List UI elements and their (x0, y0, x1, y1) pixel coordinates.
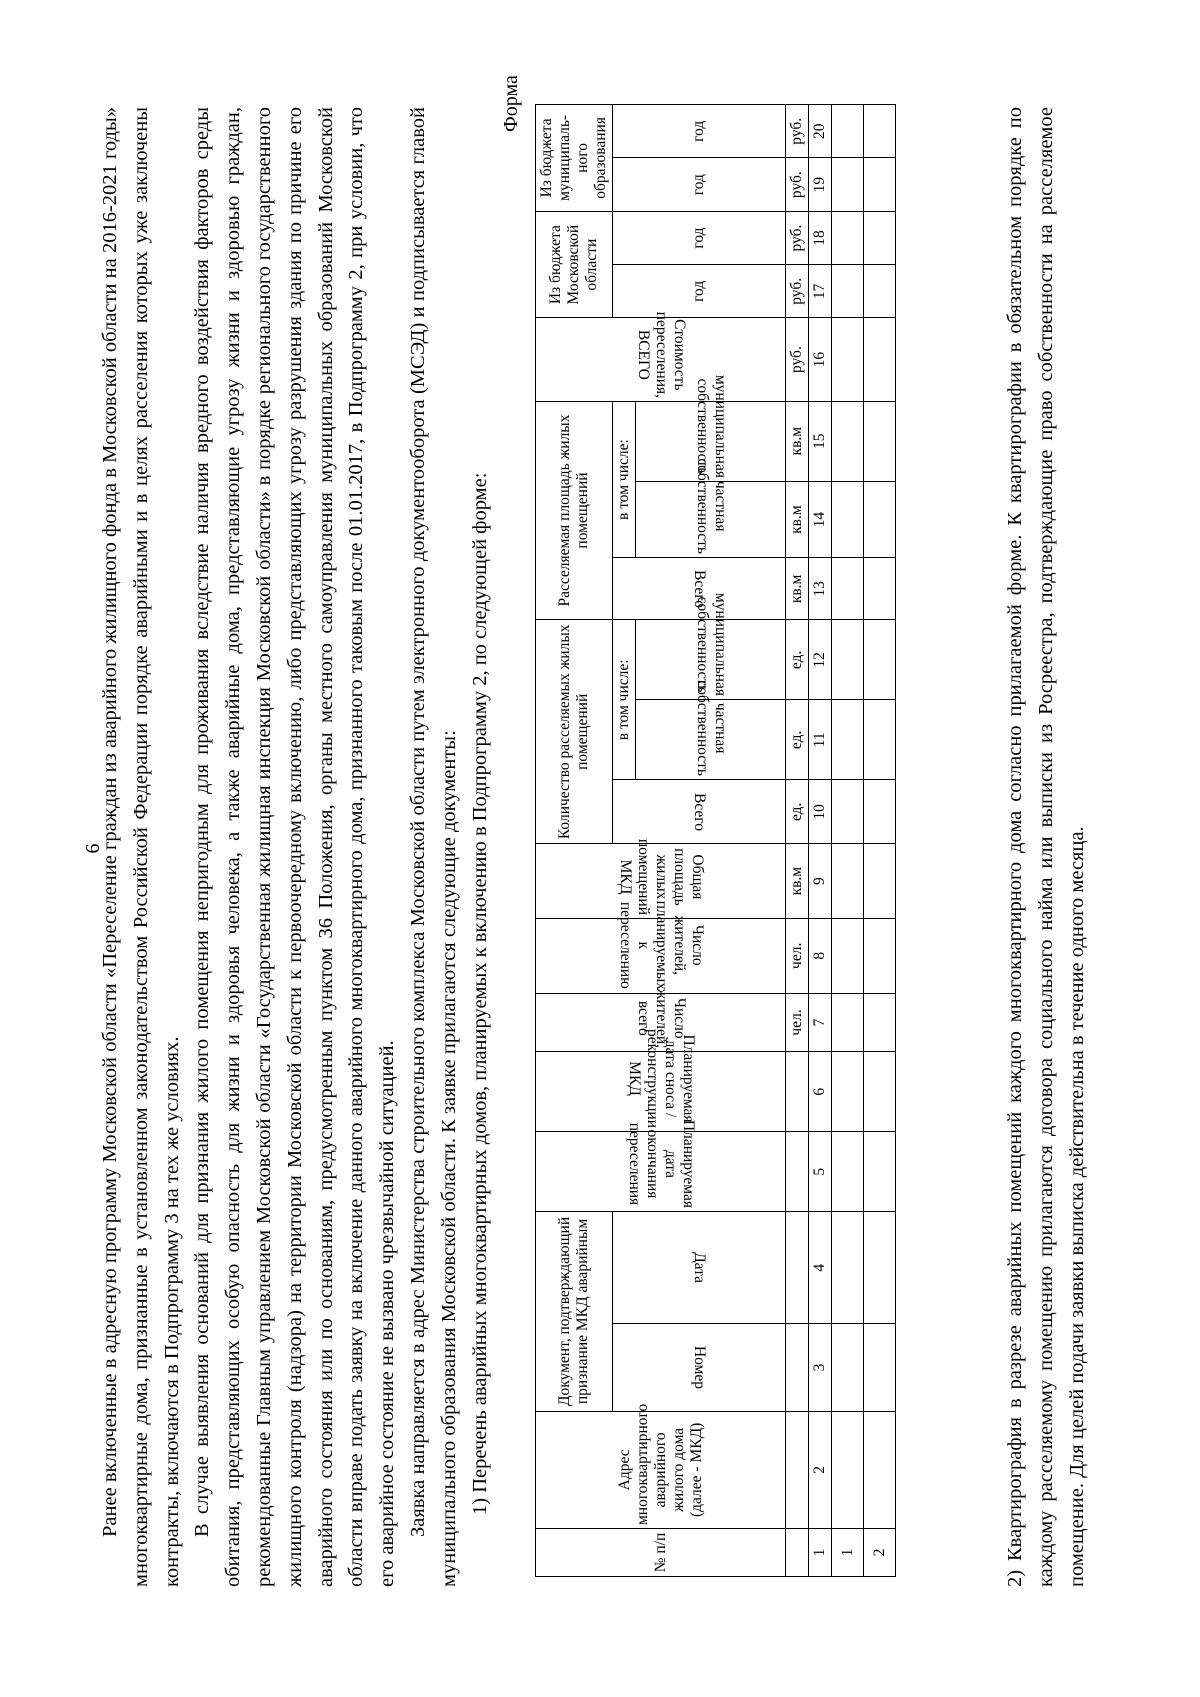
number-cell: 18 (809, 211, 832, 264)
header-rooms-municipal-text: муниципальная собственность (693, 593, 729, 697)
header-area-total-text: Общая площадь жилых помещений МКД (616, 838, 706, 915)
number-cell: 15 (809, 401, 832, 481)
unit-cell: руб. (786, 211, 809, 264)
page-number: 6 (82, 843, 104, 854)
header-rooms: Количество расселяемых жилых помещений (536, 620, 613, 844)
number-cell: 14 (809, 481, 832, 558)
header-area-resettle: Расселяемая площадь жилых помещений (536, 401, 613, 620)
number-cell: 2 (809, 1411, 832, 1528)
unit-cell: ед. (786, 780, 809, 844)
number-cell: 20 (809, 105, 832, 159)
header-doc: Документ, подтверждающий признание МКД аварийным (536, 1212, 613, 1411)
header-area-private-text: частная собственность (693, 458, 729, 555)
header-budget-mun: Из бюджета муниципаль-ного образования (536, 105, 613, 212)
number-cell: 9 (809, 844, 832, 919)
number-cell: 12 (809, 620, 832, 700)
header-doc-number (613, 1324, 786, 1411)
unit-cell (786, 1212, 809, 1324)
header-cost-text: Стоимость переселения, ВСЕГО (634, 311, 688, 398)
header-rooms-private (636, 680, 786, 780)
header-area-incl: в том числе: (613, 401, 636, 558)
table-row (864, 105, 896, 1577)
number-cell: 17 (809, 265, 832, 318)
number-cell: 11 (809, 700, 832, 780)
header-doc-date-text: Дата (691, 1252, 708, 1284)
unit-cell: чел. (786, 993, 809, 1052)
header-residents-plan-text: Число жителей, планируемых к переселению (616, 900, 706, 990)
header-rooms-private-text: частная собственность (693, 680, 729, 777)
unit-cell (786, 1052, 809, 1132)
unit-cell: руб. (786, 105, 809, 159)
header-rooms-municipal (636, 593, 786, 700)
unit-cell: кв.м (786, 481, 809, 558)
unit-cell: руб. (786, 318, 809, 401)
number-cell: 10 (809, 780, 832, 844)
header-area-private (636, 458, 786, 558)
header-doc-number-text: Номер (691, 1345, 708, 1390)
header-num: № п/п (536, 1529, 786, 1577)
unit-cell: кв.м (786, 558, 809, 620)
header-residents (536, 988, 786, 1052)
number-cell: 19 (809, 158, 832, 211)
header-area-resettle-total-text: Всего (691, 569, 708, 608)
unit-cell: руб. (786, 158, 809, 211)
header-plan-demolish-text: Планируемая дата сноса / реконструкции МКД (625, 1029, 697, 1129)
header-plan-end (536, 1120, 786, 1212)
header-year: год (613, 105, 786, 159)
header-area-municipal-text: муниципальная собственность (693, 374, 729, 478)
header-rooms-total (613, 780, 786, 844)
unit-cell (786, 1132, 809, 1212)
unit-cell (786, 1529, 809, 1577)
header-area-total (536, 838, 786, 919)
header-plan-end-text: Планируемая дата окончания переселения (625, 1120, 697, 1209)
unit-cell (786, 1411, 809, 1528)
header-year: год (613, 158, 786, 211)
number-cell: 6 (809, 1052, 832, 1132)
header-residents-text: Число жителей, всего (634, 988, 688, 1049)
number-cell: 1 (809, 1529, 832, 1577)
header-cost (536, 311, 786, 401)
header-year: год (613, 211, 786, 264)
number-cell: 5 (809, 1132, 832, 1212)
number-cell: 4 (809, 1212, 832, 1324)
body-text (95, 107, 495, 1587)
number-cell: 7 (809, 993, 832, 1052)
row-number: 2 (864, 1529, 896, 1577)
unit-cell: ед. (786, 700, 809, 780)
header-year: год (613, 265, 786, 318)
paragraph: Ранее включенные в адресную программу Московской области «Переселение граждан из аварийного жилищного фонда в Московской области на 2016-2021 годы» многоквартирные дома, признанные в установленном законодательством Российской Федерации порядке аварийными и в целях расселения которых уже заключены контракты, включаются в Подпрограмму 3 на тех же условиях. (99, 107, 183, 1587)
number-cell: 3 (809, 1324, 832, 1411)
unit-cell: кв.м (786, 844, 809, 919)
header-residents-plan (536, 900, 786, 993)
number-cell: 16 (809, 318, 832, 401)
number-cell: 13 (809, 558, 832, 620)
unit-cell: ед. (786, 620, 809, 700)
header-rooms-total-text: Всего (691, 792, 708, 831)
paragraph: В случае выявления оснований для признания жилого помещения непригодным для проживания вследствие наличия вредного воздействия факторов среды обитания, представляющих особую опасность для жизни и здоровья человека, а также аварийные дома, представляющие угрозу жизни и здоровью граждан, рекомендованные Главным управлением Московской области «Государственная жилищная инспекция Московской области» в порядке регионального государственного жилищного контроля (надзора) на территории Московской области к первоочередному включению, либо представляющих угрозу разрушения здания по причине его аварийного состояния или по основаниям, предусмотренным пунктом 36 Положения, органы местного самоуправления муниципальных образований Московской области вправе подать заявку на включение данного аварийного многоквартирного дома, признанного таковым после 01.01.2017, в Подпрограмму 2, при условии, что его аварийное состояние не вызвано чрезвычайной ситуацией. (191, 107, 399, 1587)
row-number: 1 (832, 1529, 864, 1577)
list-item: 2) Квартирография в разрезе аварийных помещений каждого многоквартирного дома согласно прилагаемой форме. К квартирографии в обязательном порядке по каждому расселяемому помещению прилагаются договора социального найма или выписки из Росреестра, подтверждающие право собственности на расселяемое помещение. Для целей подачи заявки выписка действительна в течение одного месяца. (1004, 107, 1088, 1587)
header-budget-mo: Из бюджета Московской области (536, 211, 613, 318)
form-table (535, 104, 896, 1577)
unit-cell: руб. (786, 265, 809, 318)
table-row (832, 105, 864, 1577)
header-area-municipal (636, 374, 786, 481)
list-item: 1) Перечень аварийных многоквартирных домов, планируемых к включению в Подпрограмму 2, по следующей форме: (468, 472, 491, 1515)
paragraph: Заявка направляется в адрес Министерства строительного комплекса Московской области путем электронного документооборота (МСЭД) и подписывается главой муниципального образования Московской области. К заявке прилагаются следующие документы: (406, 107, 460, 1587)
header-address: Адрес многоквартирного аварийного жилого дома (далее - МКД) (536, 1411, 786, 1528)
header-plan-demolish (536, 1029, 786, 1132)
header-rooms-incl: в том числе: (613, 620, 636, 780)
number-cell: 8 (809, 918, 832, 993)
unit-cell: кв.м (786, 401, 809, 481)
unit-cell: чел. (786, 918, 809, 993)
unit-cell (786, 1324, 809, 1411)
header-doc-date (613, 1212, 786, 1324)
form-label: Форма (500, 75, 522, 132)
item-2 (1000, 107, 1092, 1587)
